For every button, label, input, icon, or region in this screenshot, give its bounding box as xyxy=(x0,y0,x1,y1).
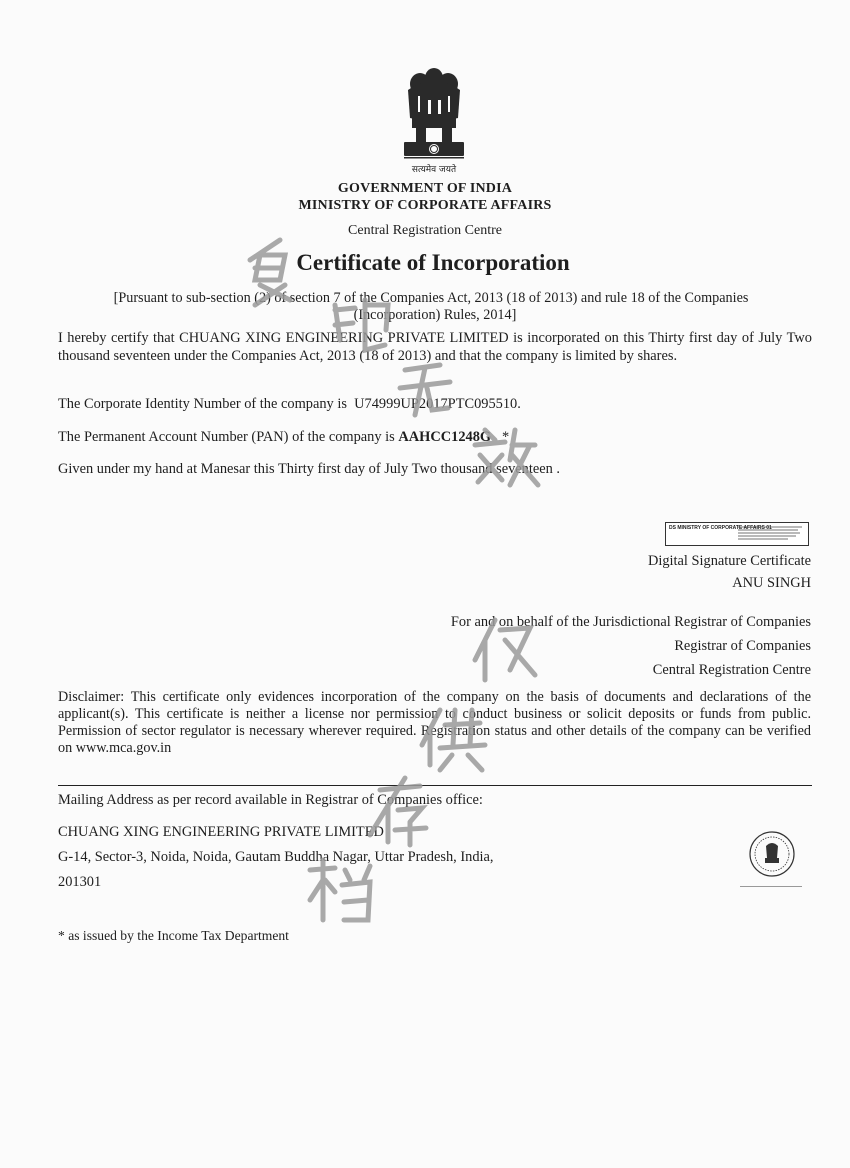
signature-box-label: DS MINISTRY OF CORPORATE AFFAIRS 01 xyxy=(669,525,772,531)
on-behalf-line: For and on behalf of the Jurisdictional Registrar of Companies xyxy=(450,614,811,630)
centre-heading: Central Registration Centre xyxy=(348,223,502,238)
mca-seal-icon xyxy=(748,830,796,878)
header-block xyxy=(0,180,850,214)
disclaimer-paragraph: Disclaimer: This certificate only evidences incorporation of the company on the basis of documents and declarations of the applicant(s). This certificate is neither a license nor permission to conduct business or solicit deposits or funds from public. Permission of sector regulator is necessary wherever required. Registration status and other details of the company can be verified on www.mca.gov.in xyxy=(58,689,811,756)
pan-mark: * xyxy=(501,429,510,445)
government-heading: GOVERNMENT OF INDIA xyxy=(337,181,513,196)
signature-fine-print xyxy=(738,525,804,541)
section-divider xyxy=(58,785,812,786)
pan-value: AAHCC1248G xyxy=(398,429,492,445)
pan-footnote: * as issued by the Income Tax Department xyxy=(58,928,289,943)
seal-underline xyxy=(740,886,802,887)
certificate-title: Certificate of Incorporation xyxy=(296,250,570,275)
mailing-company: CHUANG XING ENGINEERING PRIVATE LIMITED xyxy=(58,824,384,840)
pursuant-line-2: (Incorporation) Rules, 2014] xyxy=(353,307,517,323)
mailing-label: Mailing Address as per record available in Registrar of Companies office: xyxy=(58,792,483,808)
registrar-line: Registrar of Companies xyxy=(674,638,811,654)
ministry-heading: MINISTRY OF CORPORATE AFFAIRS xyxy=(298,198,552,213)
cin-value: U74999UP2017PTC095510. xyxy=(354,396,521,412)
emblem-motto: सत्यमेव जयते xyxy=(411,165,457,175)
national-emblem xyxy=(398,60,470,178)
cin-label: The Corporate Identity Number of the company is xyxy=(58,396,347,412)
registration-centre-line: Central Registration Centre xyxy=(652,662,811,678)
pursuant-line-1: [Pursuant to sub-section (2) of section 7 of the Companies Act, 2013 (18 of 2013) and rule 18 of the Companies xyxy=(113,290,749,306)
signer-name: ANU SINGH xyxy=(732,575,811,591)
pan-label: The Permanent Account Number (PAN) of the company is xyxy=(58,429,395,445)
dsc-label: Digital Signature Certificate xyxy=(647,553,811,569)
pursuant-text xyxy=(70,290,800,324)
address-line-1: G-14, Sector-3, Noida, Noida, Gautam Buddha Nagar, Uttar Pradesh, India, xyxy=(58,849,494,865)
certify-paragraph: I hereby certify that CHUANG XING ENGINEERING PRIVATE LIMITED is incorporated on this Thirty first day of July Two thousand seventeen under the Companies Act, 2013 (18 of 2013) and that the company is limited by shares. xyxy=(58,330,812,364)
address-line-2: 201301 xyxy=(58,874,102,890)
digital-signature-box xyxy=(665,522,809,546)
mailing-address xyxy=(58,820,494,895)
cin-line xyxy=(58,396,521,413)
pan-line xyxy=(58,429,509,446)
given-line: Given under my hand at Manesar this Thirty first day of July Two thousand seventeen . xyxy=(58,461,561,477)
